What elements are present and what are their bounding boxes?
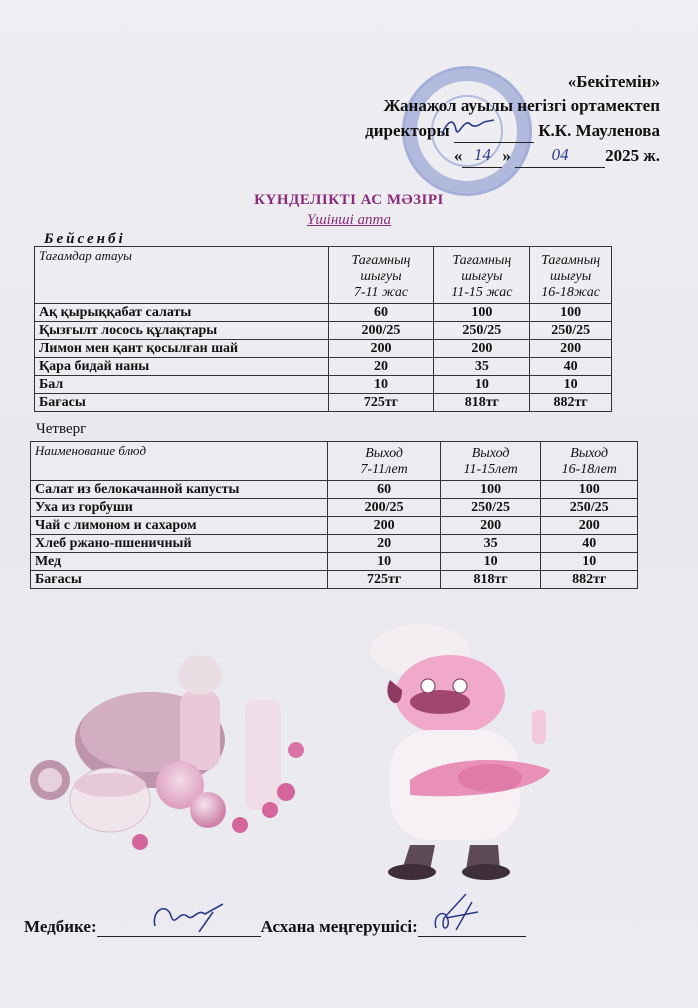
header-age-11-15: Тағамның шығуы 11-15 жас — [434, 247, 530, 304]
menu-table-ru — [30, 441, 638, 589]
table-row: Бал 10 10 10 — [35, 376, 612, 394]
header-age-7-11: Выход 7-11лет — [328, 442, 440, 481]
date-year: 2025 ж. — [605, 146, 660, 165]
nurse-label: Медбике: — [24, 917, 97, 936]
kitchen-head-signature-line — [418, 916, 526, 937]
food-still-life — [30, 655, 304, 850]
header-age-11-15: Выход 11-15лет — [440, 442, 541, 481]
date-day: 14 — [462, 143, 502, 168]
header-dish-name: Тағамдар атауы — [35, 247, 329, 304]
approval-line-1: «Бекітемін» — [567, 72, 660, 91]
day-label-thursday-ru: Четверг — [36, 421, 87, 437]
director-name: К.К. Мауленова — [538, 121, 660, 140]
table-row: Мед 10 10 10 — [31, 553, 638, 571]
table-row-price: Бағасы 725тг 818тг 882тг — [35, 394, 612, 412]
header-age-16-18: Тағамның шығуы 16-18жас — [530, 247, 612, 304]
menu-table-kz — [34, 246, 612, 412]
table-row: Лимон мен қант қосылған шай 200 200 200 — [35, 340, 612, 358]
header-dish-name: Наименование блюд — [31, 442, 328, 481]
date-month: 04 — [515, 143, 605, 168]
table-row-price: Бағасы 725тг 818тг 882тг — [31, 571, 638, 589]
table-row: Хлеб ржано-пшеничный 20 35 40 — [31, 535, 638, 553]
page-title: КҮНДЕЛІКТІ АС МӘЗІРІ — [254, 192, 444, 208]
table-row: Салат из белокачанной капусты 60 100 100 — [31, 481, 638, 499]
director-label: директоры — [365, 121, 450, 140]
kitchen-head-signature — [426, 888, 486, 938]
kitchen-head-label: Асхана меңгерушісі: — [260, 917, 418, 936]
nurse-signature-line — [97, 916, 261, 937]
page-subtitle: Үшінші апта — [306, 212, 392, 228]
table-row: Ақ қырыққабат салаты 60 100 100 — [35, 304, 612, 322]
approval-line-3 — [365, 118, 660, 143]
table-row: Уха из горбуши 200/25 250/25 250/25 — [31, 499, 638, 517]
director-signature — [438, 112, 498, 142]
table-header — [31, 442, 638, 481]
header-age-16-18: Выход 16-18лет — [541, 442, 638, 481]
day-label-thursday-kz: Бейсенбі — [44, 231, 126, 247]
approval-date: « 14 » 04 2025 ж. — [365, 143, 660, 168]
header-age-7-11: Тағамның шығуы 7-11 жас — [328, 247, 434, 304]
approval-line-2: Жанажол ауылы негізгі ортамектеп — [383, 96, 660, 115]
table-row: Қызғылт лосось құлақтары 200/25 250/25 250/25 — [35, 322, 612, 340]
food-chef-illustration — [30, 620, 660, 890]
table-header — [35, 247, 612, 304]
table-row: Қара бидай наны 20 35 40 — [35, 358, 612, 376]
signature-footer — [24, 916, 526, 937]
chef-cartoon — [370, 624, 550, 880]
nurse-signature — [149, 898, 229, 938]
table-row: Чай с лимоном и сахаром 200 200 200 — [31, 517, 638, 535]
approval-block — [365, 70, 660, 168]
